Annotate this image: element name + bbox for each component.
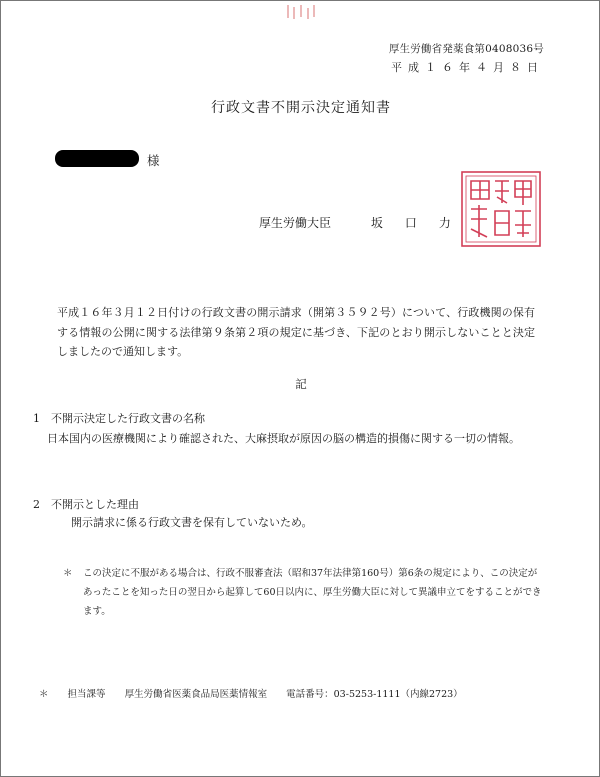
footer-label: 担当課等: [67, 689, 106, 700]
item-2-content: 開示請求に係る行政文書を保有していないため。: [71, 516, 313, 529]
recipient-honorific: 様: [147, 153, 160, 168]
issue-date: 平成１６年４月８日: [391, 61, 544, 74]
sender-block: [259, 214, 473, 231]
body-paragraph: 平成１６年３月１２日付けの行政文書の開示請求（開第３５９２号）について、行政機関の保有する情報の公開に関する法律第９条第２項の規定に基づき、下記のとおり開示しないことと決定しましたので通知します。: [57, 306, 535, 358]
footer-phone: 電話番号：03-5253-1111（内線2723）: [286, 689, 463, 700]
ki-heading: 記: [295, 377, 307, 391]
scan-punch-marks: [281, 3, 321, 21]
footer-asterisk: ＊: [39, 689, 49, 700]
item-1-heading: 1 不開示決定した行政文書の名称: [33, 412, 205, 425]
sender-name: 坂口力: [370, 216, 473, 230]
footer-office: 厚生労働省医薬食品局医薬情報室: [124, 689, 268, 700]
appeal-note: [63, 564, 543, 621]
document-title: 行政文書不開示決定通知書: [211, 100, 391, 116]
contact-footer: [39, 686, 479, 700]
item-1-content: 日本国内の医療機関により確認された、大麻摂取が原因の脳の構造的損傷に関する一切の情報。: [47, 432, 520, 445]
note-text: この決定に不服がある場合は、行政不服審査法（昭和37年法律第160号）第6条の規定により、この決定があったことを知った日の翌日から起算して60日以内に、厚生労働大臣に対して異議申立てをすることができます。: [83, 568, 542, 617]
sender-office: 厚生労働大臣: [259, 216, 332, 230]
item-2-heading: 2 不開示とした理由: [33, 498, 139, 511]
note-asterisk: ＊: [63, 568, 73, 579]
official-seal-stamp: [459, 169, 543, 249]
redacted-recipient-name: [55, 150, 139, 167]
document-number: 厚生労働省発薬食第0408036号: [388, 43, 544, 55]
